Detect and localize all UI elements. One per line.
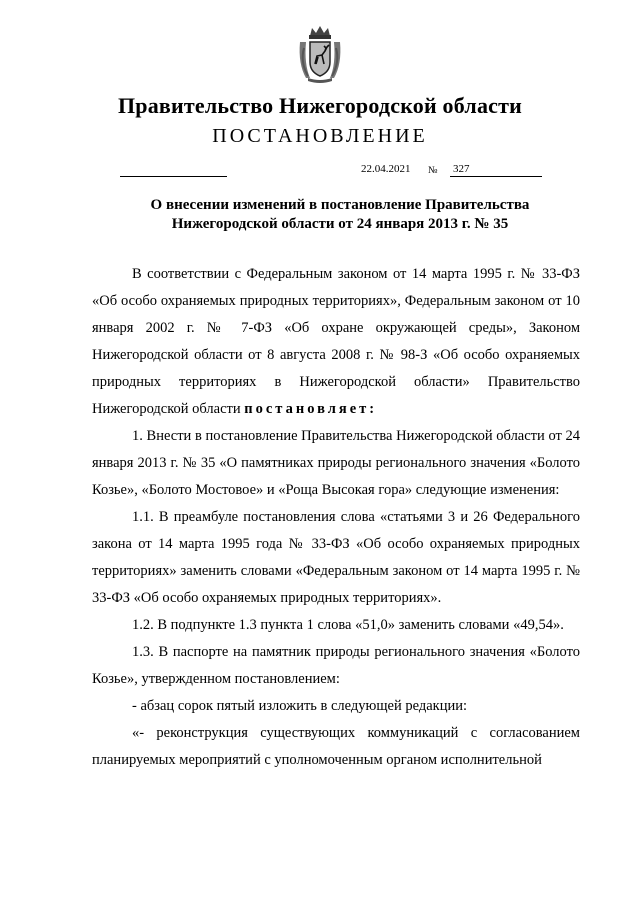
document-date: 22.04.2021 (361, 163, 411, 175)
heading-line-2: Нижегородской области от 24 января 2013 г. № 35 (171, 216, 509, 232)
number-label: № (428, 165, 438, 176)
paragraph-preamble (92, 261, 580, 423)
paragraph-bullet-intro: - абзац сорок пятый изложить в следующей редакции: (132, 698, 468, 714)
document-body (92, 261, 580, 774)
paragraph-1-3: 1.3. В паспорте на памятник природы регионального значения «Болото Козье», утвержденном постановлением: (92, 644, 580, 687)
paragraph-1-1: 1.1. В преамбуле постановления слова «статьями 3 и 26 Федерального закона от 14 марта 1995 года № 33-ФЗ «Об особо охраняемых природных территориях» заменить словами «Федеральным законом от 14 марта 1995 г. № 33-ФЗ «Об особо охраняемых природных территориях». (92, 509, 580, 606)
paragraph-bullet-text: «- реконструкция существующих коммуникаций с согласованием планируемых мероприятий с уполномоченным органом исполнительной (92, 725, 580, 768)
paragraph-1-2: 1.2. В подпункте 1.3 пункта 1 слова «51,0» заменить словами «49,54». (132, 617, 564, 633)
document-number: 327 (450, 163, 542, 177)
document-type: ПОСТАНОВЛЕНИЕ (212, 125, 428, 147)
heading-line-1: О внесении изменений в постановление Правительства (150, 197, 530, 213)
preamble-text: В соответствии с Федеральным законом от 14 марта 1995 г. № 33-ФЗ «Об особо охраняемых природных территориях», Федеральным законом от 10 января 2002 г. № 7-ФЗ «Об охране окружающей среды», Законом Нижегородской области от 8 августа 2008 г. № 98-З «Об особо охраняемых природных территориях в Нижегородской области» Правительство Нижегородской области (92, 266, 580, 417)
signature-line (120, 176, 227, 177)
paragraph-1: 1. Внести в постановление Правительства Нижегородской области от 24 января 2013 г. № 35 «О памятниках природы регионального значения «Болото Козье», «Болото Мостовое» и «Роща Высокая гора» следующие изменения: (92, 428, 580, 498)
resolves-keyword: постановляет: (244, 401, 378, 417)
document-heading (80, 196, 600, 234)
organization-title: Правительство Нижегородской области (117, 93, 522, 118)
coat-of-arms-emblem-icon (296, 24, 344, 84)
